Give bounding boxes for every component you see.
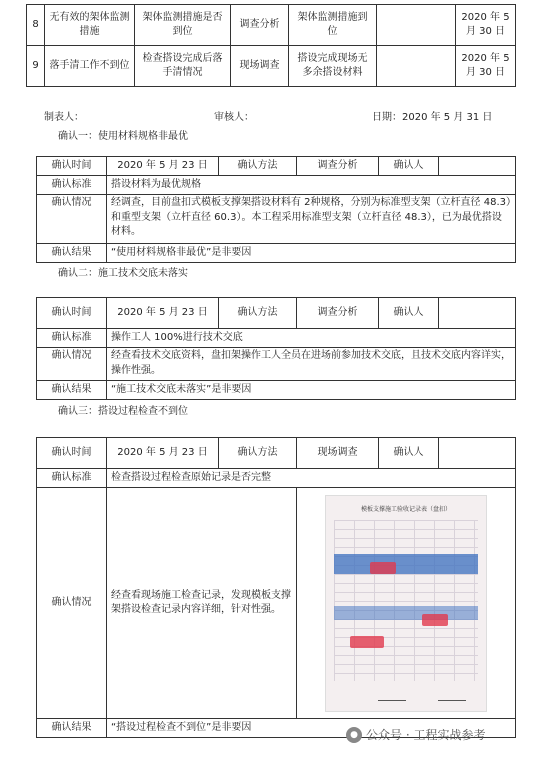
confirm-standard-value: 搭设材料为最优规格 xyxy=(107,176,516,195)
table-row xyxy=(27,46,516,87)
photo-signature xyxy=(378,690,406,701)
photo-stamp-mark xyxy=(422,614,448,626)
confirmer-label: 确认人 xyxy=(379,438,439,469)
watermark xyxy=(346,726,485,743)
table-row xyxy=(37,244,516,263)
photo-stamp-mark xyxy=(370,562,396,574)
section-heading: 确认二：施工技术交底未落实 xyxy=(58,268,188,279)
person-cell xyxy=(377,46,456,87)
section-heading: 确认三：搭设过程检查不到位 xyxy=(58,406,188,417)
confirm-situation-value: 经调查，目前盘扣式模板支撑架搭设材料有 2种规格，分别为标准型支架（立杆直径 48.3）和重型支架（立杆直径 60.3）。本工程采用标准型支架（立杆直径 48.3），已为最优搭设材料。 xyxy=(107,195,516,244)
photo-form-band xyxy=(334,606,478,620)
table-row xyxy=(37,469,516,488)
table-row xyxy=(37,438,516,469)
confirm-standard-label: 确认标准 xyxy=(37,329,107,348)
confirm-situation-label: 确认情况 xyxy=(37,488,107,719)
content-cell: 架体监测措施是否到位 xyxy=(135,5,231,46)
date-cell: 2020 年 5 月 30 日 xyxy=(456,46,516,87)
confirm-method-value: 调查分析 xyxy=(297,298,379,329)
section-heading: 确认一：使用材料规格非最优 xyxy=(58,131,188,142)
confirm-situation-label: 确认情况 xyxy=(37,195,107,244)
confirmer-value xyxy=(439,157,516,176)
table-date: 日期：2020 年 5 月 31 日 xyxy=(372,112,493,123)
confirm-standard-value: 操作工人 100%进行技术交底 xyxy=(107,329,516,348)
table-row xyxy=(37,298,516,329)
photo-stamp-mark xyxy=(350,636,384,648)
inspection-record-photo xyxy=(325,495,487,712)
confirm-result-value: “施工技术交底未落实”是非要因 xyxy=(107,381,516,400)
person-cell xyxy=(377,5,456,46)
confirm-method-label: 确认方法 xyxy=(219,438,297,469)
wechat-icon: ● xyxy=(346,727,362,743)
standard-cell: 搭设完成现场无多余搭设材料 xyxy=(289,46,377,87)
confirm-time-value: 2020 年 5 月 23 日 xyxy=(107,438,219,469)
content-cell: 检查搭设完成后落手清情况 xyxy=(135,46,231,87)
photo-form-grid xyxy=(334,520,478,681)
table-row xyxy=(37,157,516,176)
problem-cell: 落手清工作不到位 xyxy=(45,46,135,87)
top-measures-table xyxy=(26,4,516,87)
reviewer-label: 审核人： xyxy=(214,112,254,123)
confirm-standard-label: 确认标准 xyxy=(37,176,107,195)
confirm-method-value: 调查分析 xyxy=(297,157,379,176)
method-cell: 调查分析 xyxy=(231,5,289,46)
confirm-method-label: 确认方法 xyxy=(219,298,297,329)
confirm-result-label: 确认结果 xyxy=(37,244,107,263)
date-cell: 2020 年 5 月 30 日 xyxy=(456,5,516,46)
confirmer-value xyxy=(439,438,516,469)
confirm-method-value: 现场调查 xyxy=(297,438,379,469)
confirm-time-value: 2020 年 5 月 23 日 xyxy=(107,157,219,176)
photo-signature xyxy=(438,690,466,701)
confirmer-value xyxy=(439,298,516,329)
row-number: 9 xyxy=(27,46,45,87)
table-row xyxy=(37,195,516,244)
confirm-time-label: 确认时间 xyxy=(37,438,107,469)
photo-form-title: 模板支撑施工验收记录表（盘扣） xyxy=(360,505,451,513)
confirm-result-label: 确认结果 xyxy=(37,381,107,400)
confirm-situation-value: 经查看现场施工检查记录，发现模板支撑架搭设检查记录内容详细，针对性强。 xyxy=(107,488,297,719)
confirm-standard-label: 确认标准 xyxy=(37,469,107,488)
confirm-table-2 xyxy=(36,297,516,400)
table-row xyxy=(37,488,516,719)
method-cell: 现场调查 xyxy=(231,46,289,87)
confirm-standard-value: 检查搭设过程检查原始记录是否完整 xyxy=(107,469,516,488)
table-row xyxy=(37,381,516,400)
standard-cell: 架体监测措施到位 xyxy=(289,5,377,46)
confirm-result-label: 确认结果 xyxy=(37,719,107,738)
confirm-time-value: 2020 年 5 月 23 日 xyxy=(107,298,219,329)
inspection-record-photo-cell xyxy=(297,488,516,719)
problem-cell: 无有效的架体监测措施 xyxy=(45,5,135,46)
confirm-method-label: 确认方法 xyxy=(219,157,297,176)
confirm-result-value: “搭设过程检查不到位”是非要因 xyxy=(107,719,516,738)
confirm-situation-label: 确认情况 xyxy=(37,348,107,381)
table-row xyxy=(27,5,516,46)
preparer-label: 制表人： xyxy=(44,112,84,123)
confirm-time-label: 确认时间 xyxy=(37,298,107,329)
confirm-result-value: “使用材料规格非最优”是非要因 xyxy=(107,244,516,263)
table-row xyxy=(37,176,516,195)
confirmer-label: 确认人 xyxy=(379,157,439,176)
table-row xyxy=(37,329,516,348)
confirm-situation-value: 经查看技术交底资料，盘扣架操作工人全员在进场前参加技术交底，且技术交底内容详实，操作性强。 xyxy=(107,348,516,381)
row-number: 8 xyxy=(27,5,45,46)
table-row xyxy=(37,348,516,381)
watermark-text: 公众号 · 工程实战参考 xyxy=(366,728,486,742)
confirmer-label: 确认人 xyxy=(379,298,439,329)
confirm-table-1 xyxy=(36,156,516,263)
confirm-time-label: 确认时间 xyxy=(37,157,107,176)
photo-form-band xyxy=(334,554,478,574)
confirm-table-3 xyxy=(36,437,516,738)
